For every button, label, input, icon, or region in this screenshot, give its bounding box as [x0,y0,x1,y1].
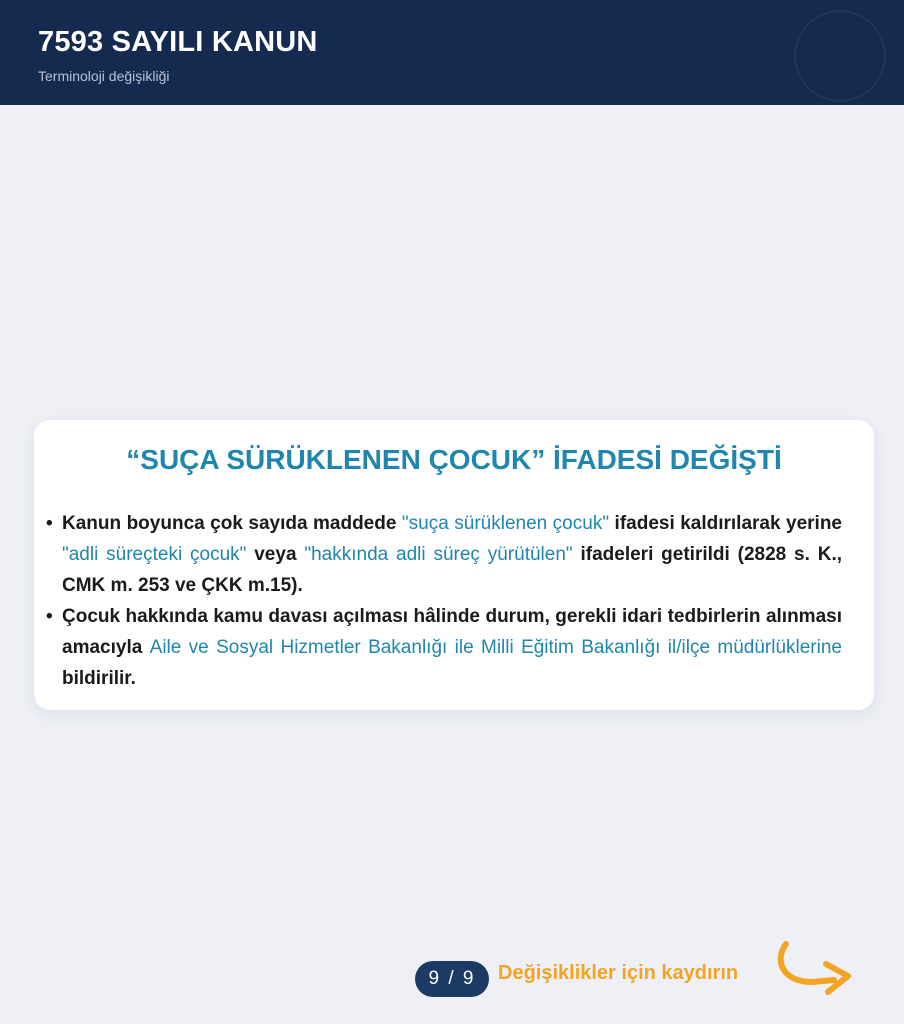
bullet-text: Kanun boyunca çok sayıda maddede [62,513,402,534]
bullet-text: bildirilir. [62,668,136,689]
bullet-text: ifadesi kaldırılarak yerine [609,513,842,534]
scroll-hint: Değişiklikler için kaydırın [498,962,739,984]
card-title: “SUÇA SÜRÜKLENEN ÇOCUK” İFADESİ DEĞİŞTİ [126,444,782,475]
curved-arrow-right-icon[interactable] [772,938,856,998]
header-banner [0,0,904,105]
bullet-text: ifadeleri getirildi (2828 s. K., CMK m. 253 ve ÇKK m.15). [62,544,843,596]
content-card [34,420,874,710]
bullet-item-2 [62,601,842,694]
highlight-term: Aile ve Sosyal Hizmetler Bakanlığı ile Milli Eğitim Bakanlığı il/ilçe müdürlüklerine [149,637,842,658]
page-title: 7593 SAYILI KANUN [38,26,318,58]
highlight-term: "hakkında adli süreç yürütülen" [304,544,573,565]
highlight-term: "suça sürüklenen çocuk" [401,513,610,534]
decorative-circle [794,10,886,102]
bullet-item-1 [62,508,842,601]
bullet-text: Çocuk hakkında kamu davası açılması hâlinde durum, gerekli idari tedbirlerin alınması amacıyla [62,606,842,658]
bullet-list [62,508,842,694]
highlight-term: "adli süreçteki çocuk" [62,544,247,565]
page-indicator: 9 / 9 [415,961,489,997]
bullet-text: veya [246,544,305,565]
page-subtitle: Terminoloji değişikliği [38,68,170,84]
